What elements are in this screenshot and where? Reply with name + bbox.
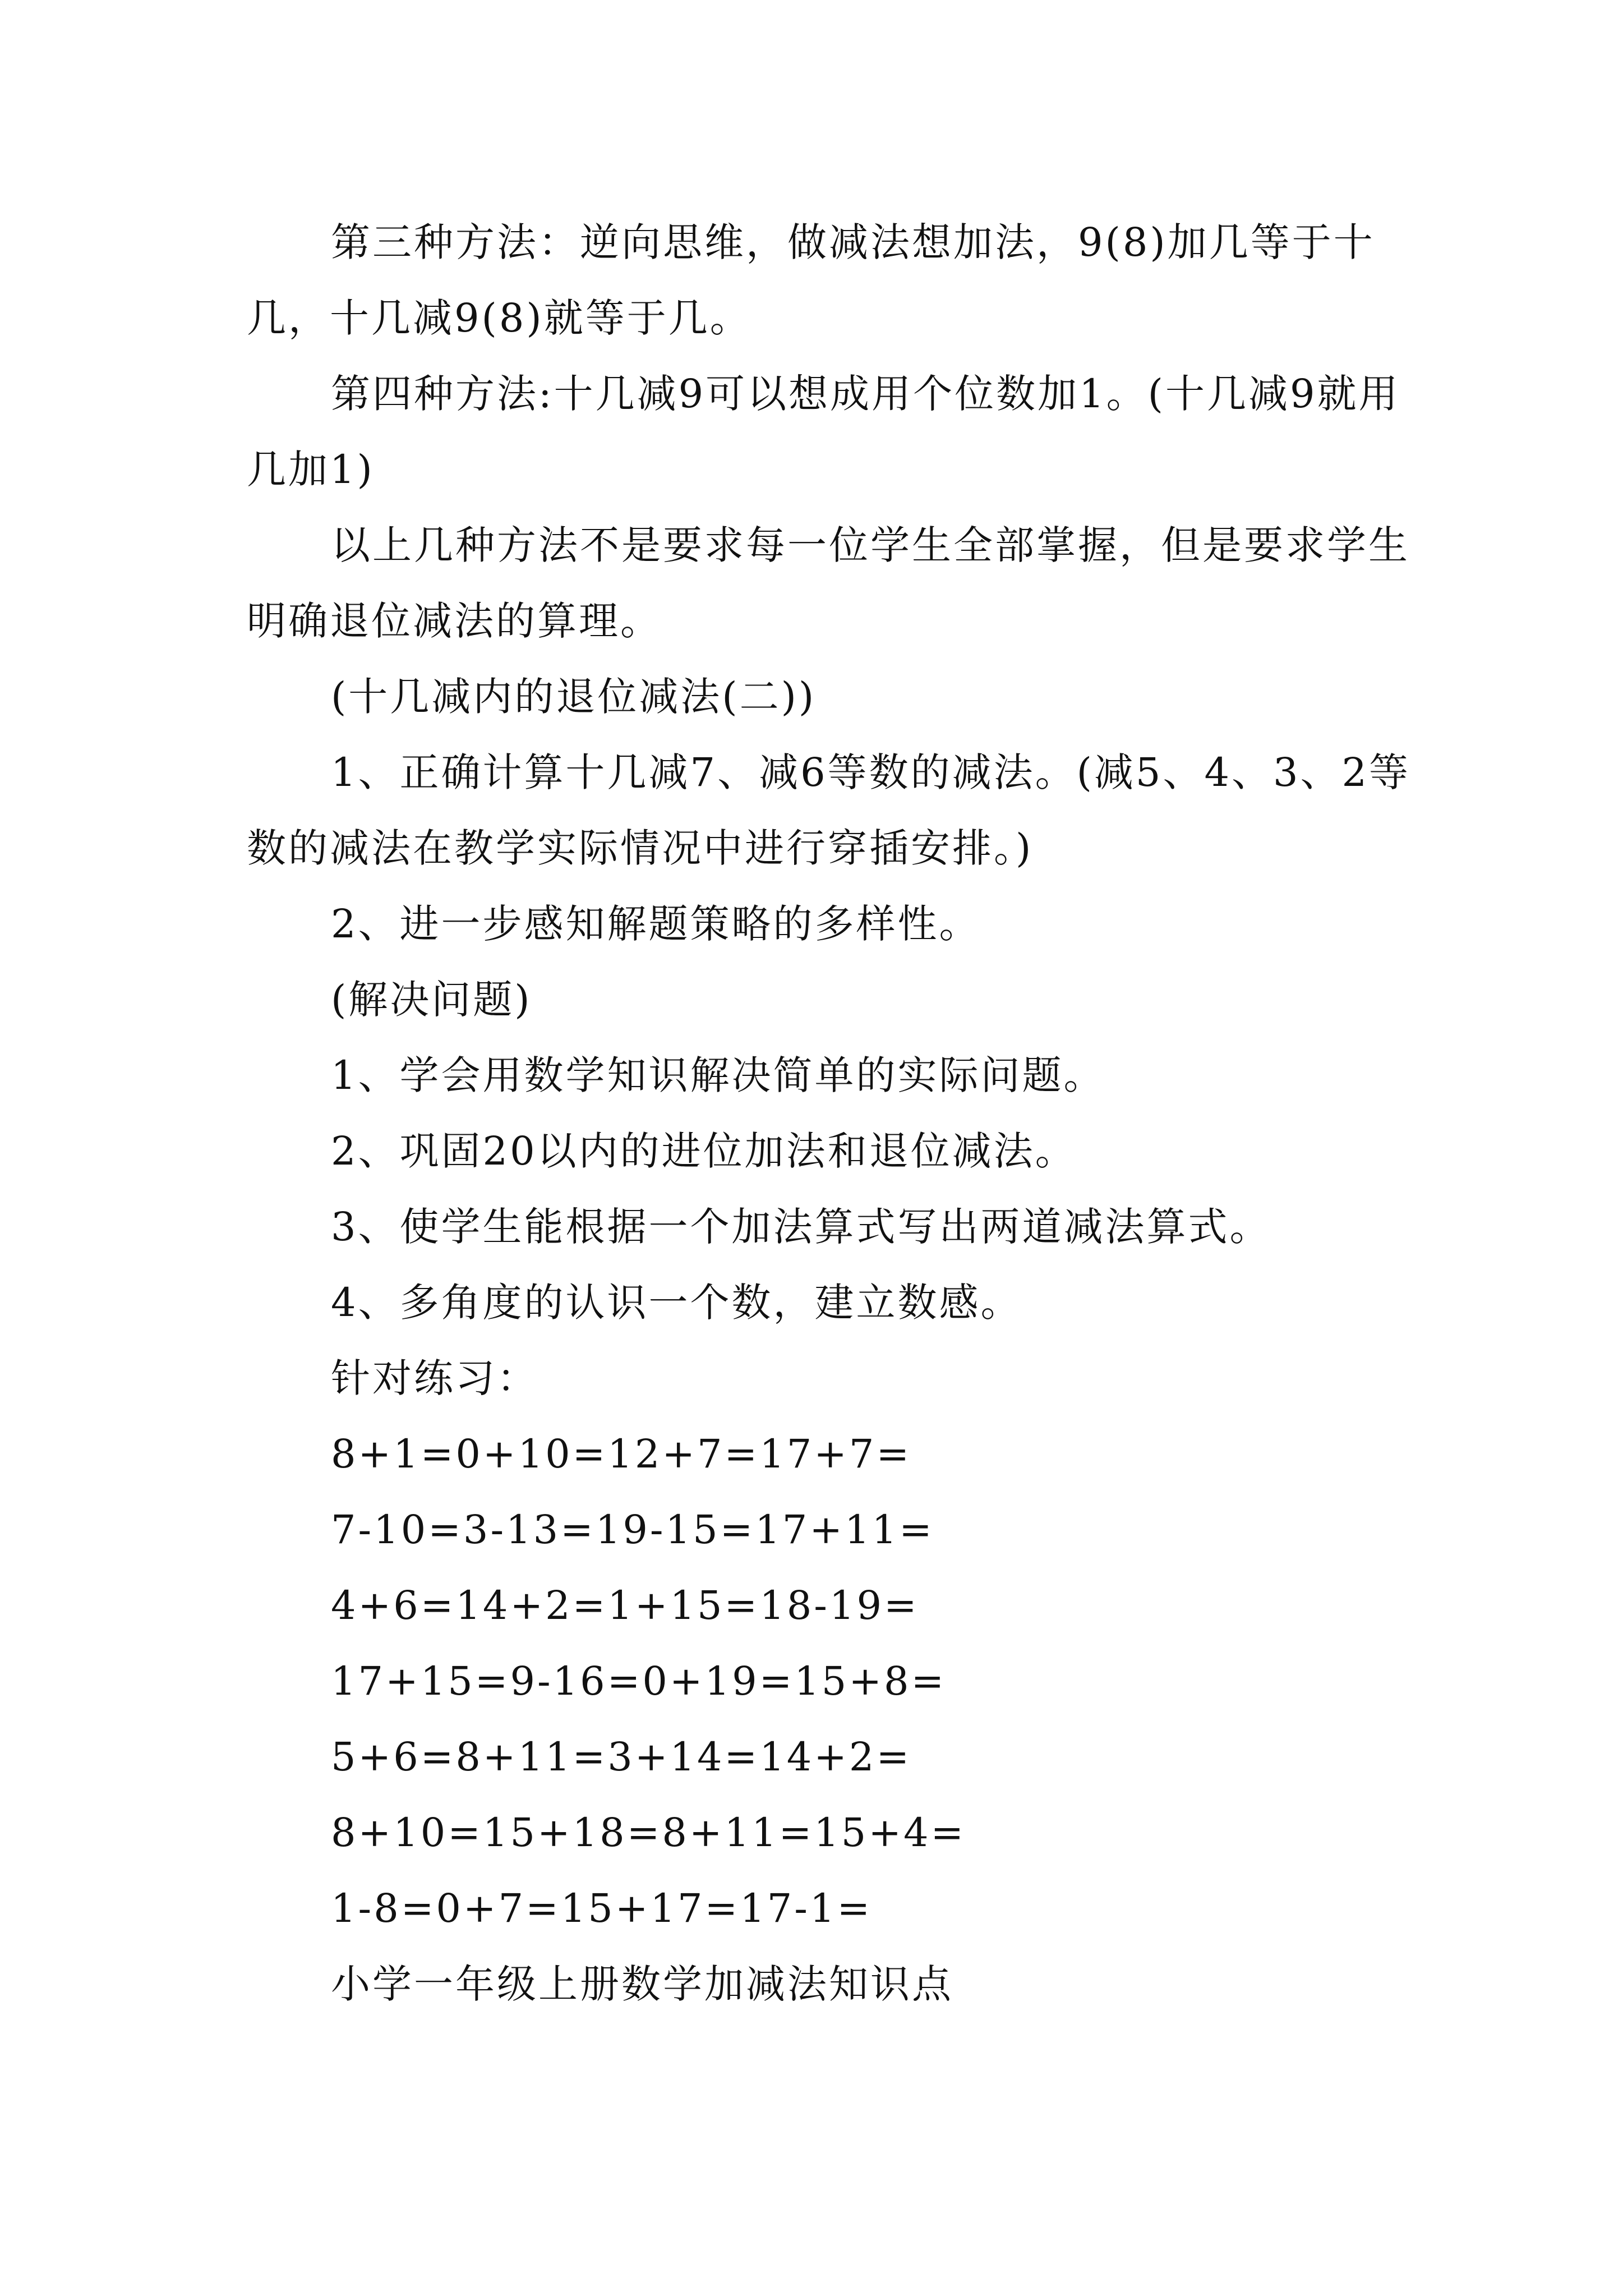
paragraph-method-three: 第三种方法：逆向思维，做减法想加法，9(8)加几等于十几，十几减9(8)就等于几。 [247,219,1375,341]
paragraph-problem-goal-three: 3、使学生能根据一个加法算式写出两道减法算式。 [331,1204,1271,1250]
section-heading-problem-solving: (解决问题) [331,977,532,1023]
exercise-heading: 针对练习： [331,1355,538,1401]
exercise-line: 7-10=3-13=19-15=17+11= [331,1507,934,1553]
paragraph-goal-two: 2、进一步感知解题策略的多样性。 [331,901,981,947]
paragraph-problem-goal-four: 4、多角度的认识一个数，建立数感。 [331,1280,1022,1326]
exercise-line: 5+6=8+11=3+14=14+2= [331,1734,912,1780]
paragraph-goal-one: 1、正确计算十几减7、减6等数的减法。(减5、4、3、2等数的减法在教学实际情况中进行穿插安排。) [247,749,1411,871]
paragraph-problem-goal-one: 1、学会用数学知识解决简单的实际问题。 [331,1052,1105,1098]
paragraph-problem-goal-two: 2、巩固20以内的进位加法和退位减法。 [331,1128,1077,1174]
exercise-line: 17+15=9-16=0+19=15+8= [331,1658,947,1704]
exercise-line: 8+1=0+10=12+7=17+7= [331,1431,912,1477]
exercise-line: 4+6=14+2=1+15=18-19= [331,1582,919,1628]
closing-heading: 小学一年级上册数学加减法知识点 [331,1961,953,2007]
paragraph-method-four: 第四种方法:十几减9可以想成用个位数加1。(十几减9就用几加1) [247,371,1400,493]
exercise-line: 1-8=0+7=15+17=17-1= [331,1885,873,1931]
exercise-line: 8+10=15+18=8+11=15+4= [331,1810,966,1856]
section-heading-subtraction-two: (十几减内的退位减法(二)) [331,674,817,720]
document-body [247,205,1424,2022]
paragraph-methods-note: 以上几种方法不是要求每一位学生全部掌握，但是要求学生明确退位减法的算理。 [247,522,1410,644]
